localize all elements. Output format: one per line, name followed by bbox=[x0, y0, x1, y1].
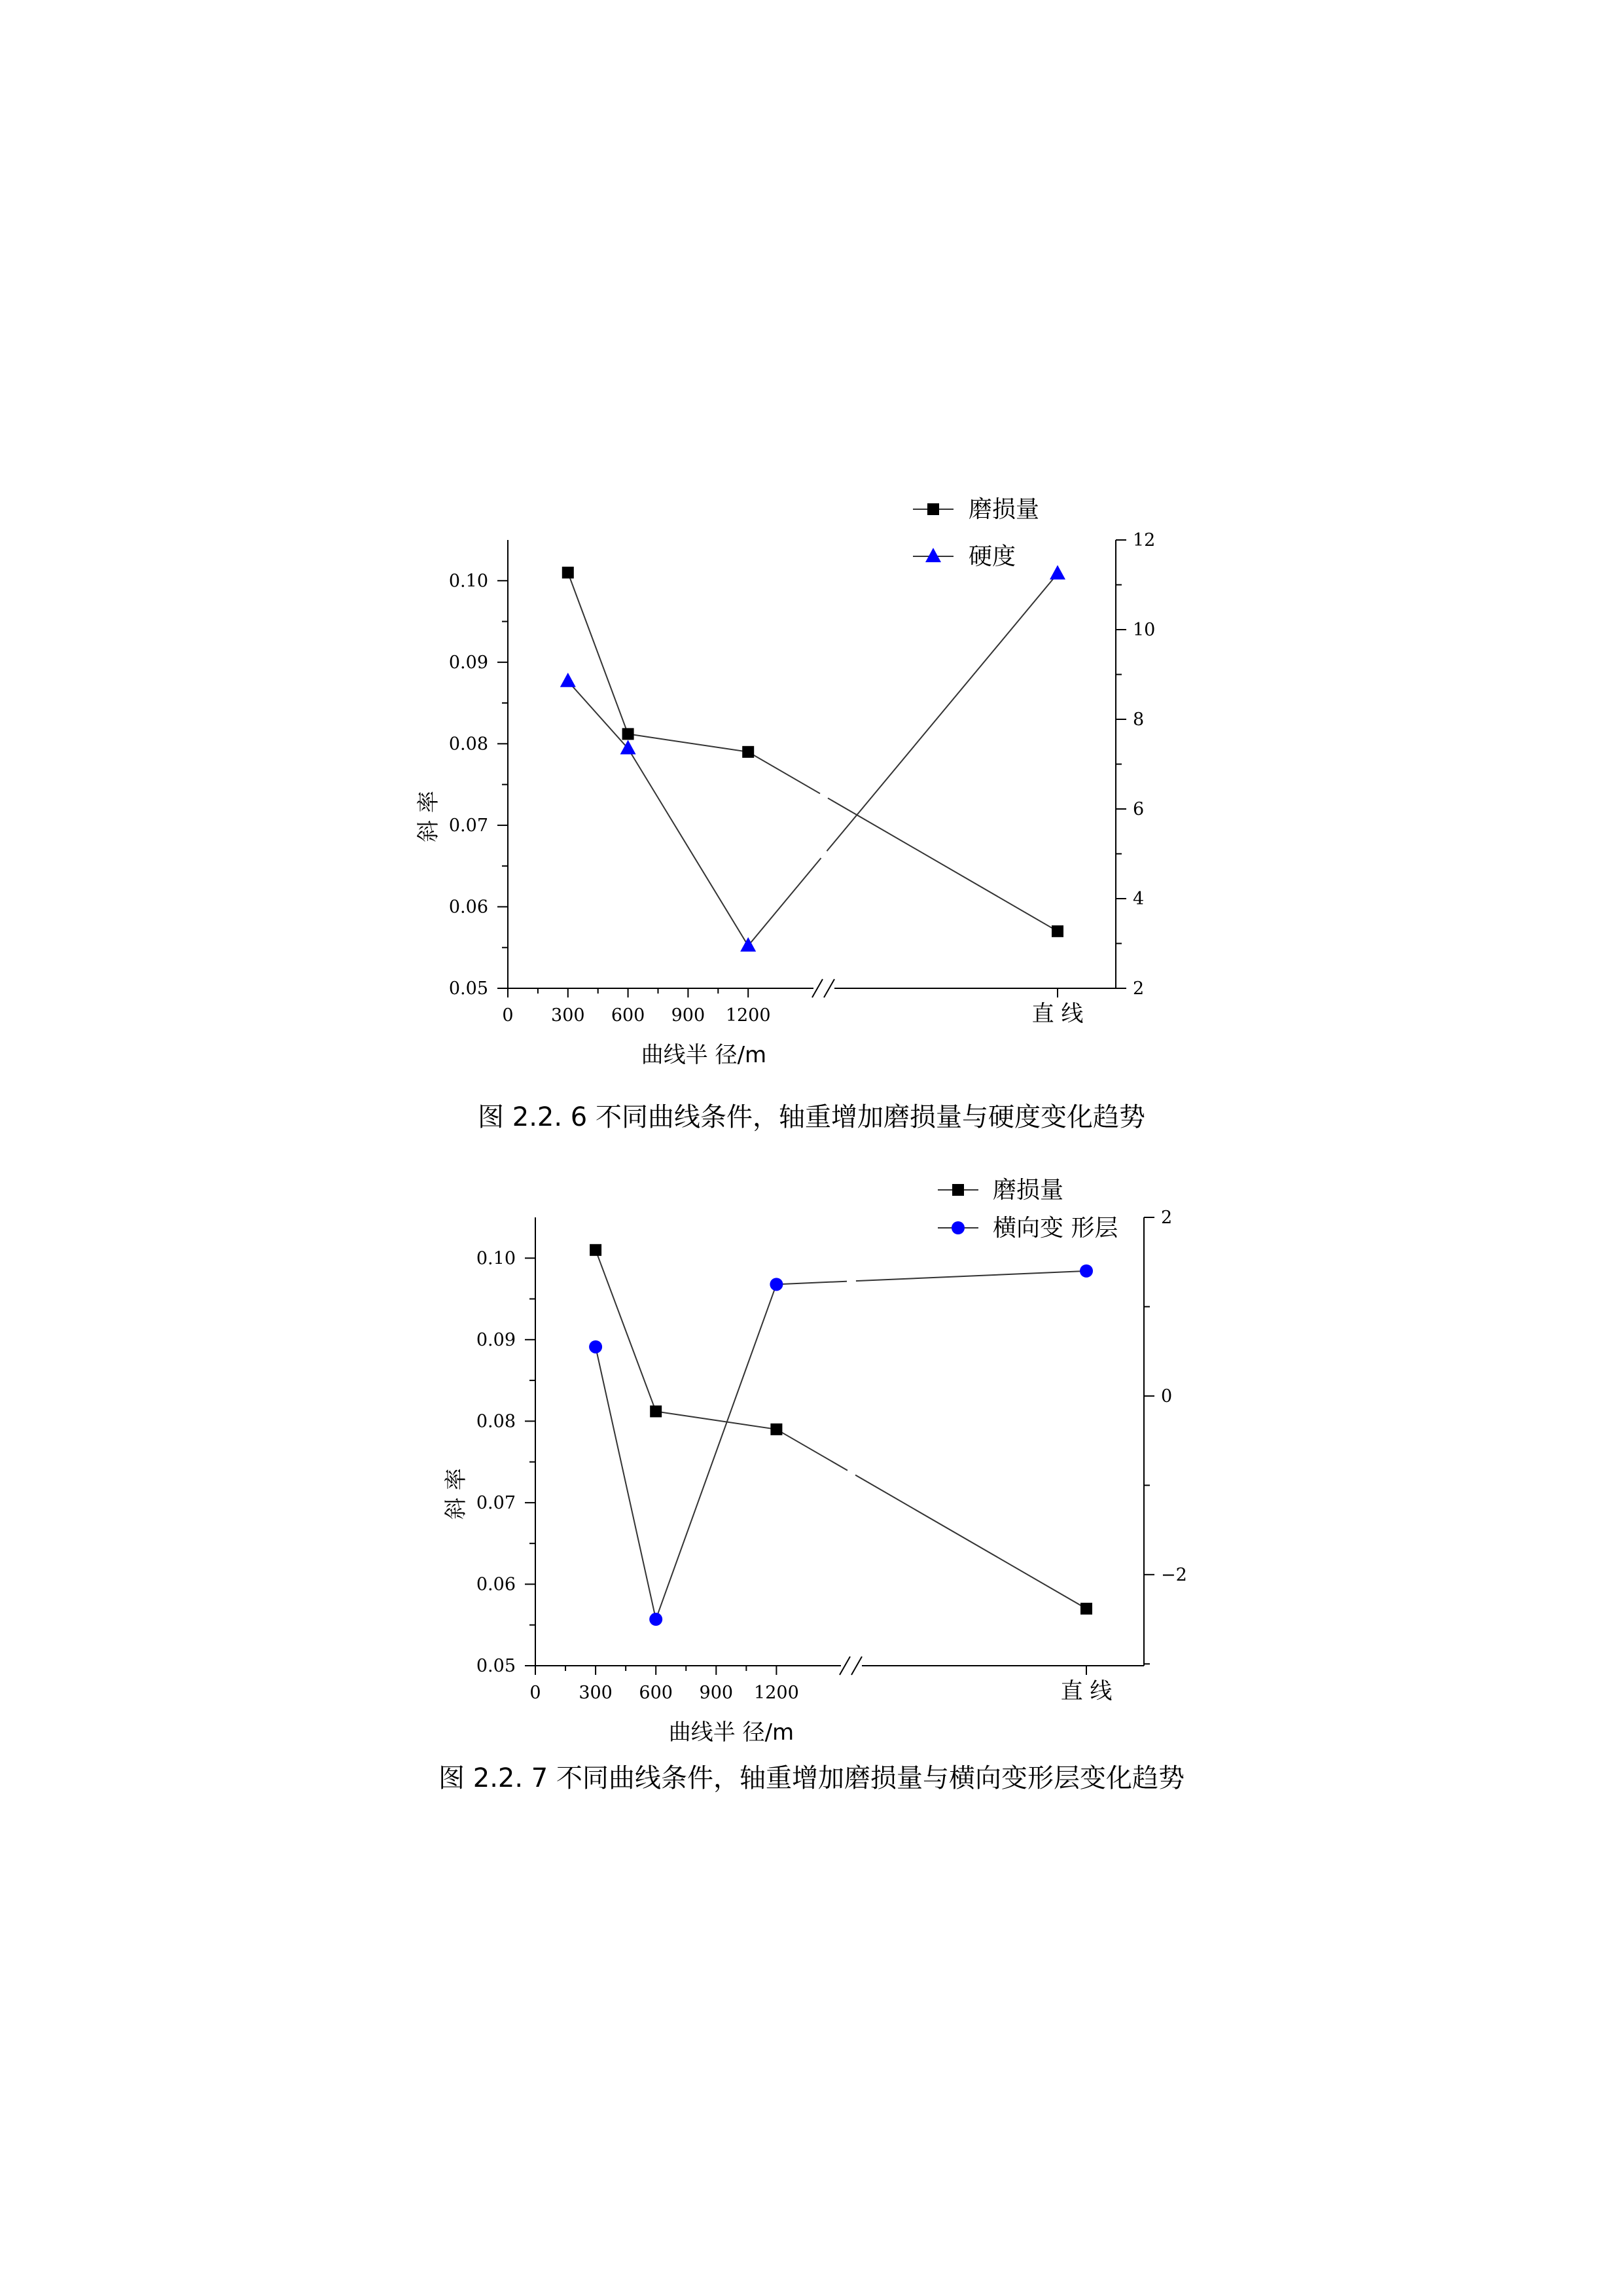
legend-label: 磨损量 bbox=[969, 496, 1040, 523]
y-tick-label: 0.06 bbox=[476, 1574, 516, 1595]
y-right-tick-label: 10 bbox=[1133, 620, 1156, 640]
series-right bbox=[560, 565, 1065, 952]
axis-break-mark bbox=[840, 1657, 850, 1675]
legend-marker bbox=[952, 1184, 964, 1196]
legend-label: 横向变 形层 bbox=[993, 1215, 1118, 1242]
y-right-tick-label: 0 bbox=[1161, 1386, 1173, 1407]
y-right-tick-label: 6 bbox=[1133, 799, 1145, 819]
x-tick-label: 600 bbox=[611, 1005, 645, 1026]
legend-marker bbox=[927, 503, 939, 515]
series-line bbox=[748, 752, 1058, 931]
y-right-tick-label: 2 bbox=[1133, 978, 1145, 999]
legend-label: 磨损量 bbox=[993, 1177, 1064, 1204]
legend-item bbox=[913, 543, 1016, 570]
series-line bbox=[628, 749, 749, 946]
x-tick-label: 900 bbox=[671, 1005, 705, 1026]
data-point bbox=[589, 1340, 602, 1354]
series-break-gap bbox=[847, 1468, 856, 1477]
data-point bbox=[562, 567, 574, 579]
series-line bbox=[748, 573, 1058, 946]
y-right-tick-label: −2 bbox=[1161, 1564, 1187, 1585]
x-tick-label: 900 bbox=[699, 1683, 734, 1703]
series-left bbox=[590, 1244, 1092, 1615]
x-tick-label: 600 bbox=[639, 1683, 673, 1703]
series-line bbox=[776, 1271, 1086, 1284]
y-tick-label: 0.07 bbox=[448, 815, 488, 836]
y-tick-label: 0.08 bbox=[448, 734, 488, 755]
data-point bbox=[590, 1244, 601, 1256]
y-right-tick-label: 2 bbox=[1161, 1208, 1173, 1228]
data-point bbox=[560, 673, 576, 687]
x-category-label: 直 线 bbox=[1031, 1001, 1084, 1027]
data-point bbox=[622, 728, 634, 740]
x-category-label: 直 线 bbox=[1060, 1678, 1113, 1704]
series-line bbox=[656, 1411, 776, 1429]
data-point bbox=[742, 746, 754, 758]
figure-caption: 图 2.2. 7 不同曲线条件，轴重增加磨损量与横向变形层变化趋势 bbox=[438, 1763, 1185, 1793]
y-tick-label: 0.06 bbox=[448, 897, 488, 918]
x-tick-label: 0 bbox=[502, 1005, 514, 1026]
series-line bbox=[656, 1284, 776, 1619]
series-break-gap bbox=[847, 1276, 856, 1285]
x-tick-label: 0 bbox=[529, 1683, 541, 1703]
legend-marker bbox=[952, 1221, 965, 1234]
y-axis-title: 斜 率 bbox=[416, 791, 442, 842]
y-tick-label: 0.07 bbox=[476, 1492, 516, 1513]
data-point bbox=[649, 1613, 662, 1626]
data-point bbox=[650, 1405, 662, 1417]
series-break-gap bbox=[819, 850, 829, 859]
legend-item bbox=[938, 1215, 1118, 1242]
x-axis-title: 曲线半 径/m bbox=[641, 1042, 767, 1068]
legend-marker bbox=[925, 548, 941, 562]
axis-break-mark bbox=[812, 979, 823, 997]
data-point bbox=[1052, 925, 1063, 937]
legend-item bbox=[913, 496, 1039, 523]
y-tick-label: 0.05 bbox=[448, 978, 488, 999]
x-tick-label: 1200 bbox=[754, 1683, 799, 1703]
figure-1 bbox=[416, 496, 1155, 1132]
series-line bbox=[628, 734, 749, 751]
y-right-tick-label: 8 bbox=[1133, 709, 1145, 730]
legend-item bbox=[938, 1177, 1063, 1204]
data-point bbox=[1080, 1265, 1093, 1278]
x-tick-label: 1200 bbox=[725, 1005, 771, 1026]
series-line bbox=[776, 1429, 1086, 1609]
y-tick-label: 0.10 bbox=[448, 571, 488, 592]
series-line bbox=[568, 573, 628, 734]
series-right bbox=[589, 1265, 1093, 1626]
y-tick-label: 0.10 bbox=[476, 1248, 516, 1269]
y-right-tick-label: 4 bbox=[1133, 889, 1145, 909]
x-tick-label: 300 bbox=[579, 1683, 613, 1703]
y-tick-label: 0.05 bbox=[476, 1656, 516, 1676]
data-point bbox=[770, 1278, 783, 1291]
axis-break-mark bbox=[824, 979, 834, 997]
y-axis-title: 斜 率 bbox=[443, 1468, 469, 1520]
series-break-gap bbox=[819, 791, 829, 800]
data-point bbox=[1080, 1603, 1092, 1615]
figure-caption: 图 2.2. 6 不同曲线条件，轴重增加磨损量与硬度变化趋势 bbox=[478, 1102, 1145, 1132]
x-axis-title: 曲线半 径/m bbox=[668, 1719, 794, 1746]
series-left bbox=[562, 567, 1063, 937]
axis-break-mark bbox=[851, 1657, 862, 1675]
data-point bbox=[770, 1424, 782, 1435]
y-tick-label: 0.09 bbox=[476, 1329, 516, 1350]
series-line bbox=[568, 681, 628, 749]
figure-2 bbox=[438, 1177, 1187, 1793]
legend-label: 硬度 bbox=[969, 543, 1016, 570]
y-tick-label: 0.08 bbox=[476, 1411, 516, 1432]
data-point bbox=[1050, 565, 1065, 579]
x-tick-label: 300 bbox=[551, 1005, 585, 1026]
y-tick-label: 0.09 bbox=[448, 652, 488, 673]
y-right-tick-label: 12 bbox=[1133, 530, 1156, 550]
